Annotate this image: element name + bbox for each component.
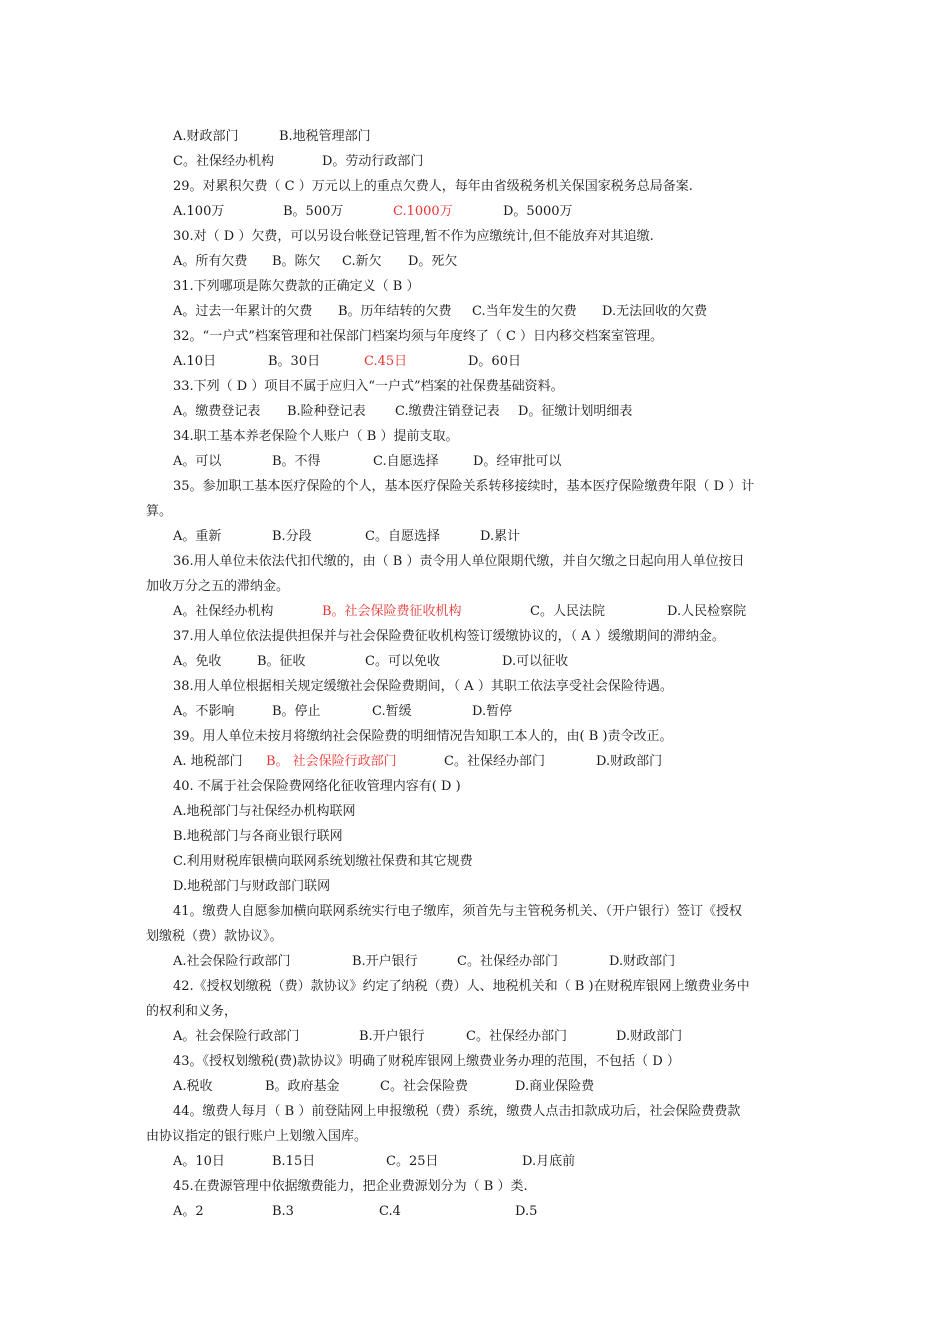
q40-text: 40. 不属于社会保险费网络化征收管理内容有( D ) (173, 779, 461, 794)
q45-text: 45.在费源管理中依据缴费能力，把企业费源划分为（ B ）类. (173, 1179, 528, 1194)
q34-option-d: D。经审批可以 (473, 454, 562, 469)
q30-option-d: D。死欠 (408, 254, 458, 269)
q32-options (146, 349, 811, 374)
q43-option-a: A.税收 (173, 1079, 213, 1094)
q36-options (146, 599, 811, 624)
q37-option-b: B。征收 (257, 654, 306, 669)
q31-option-b: B。历年结转的欠费 (338, 304, 452, 319)
q41-option-a: A.社会保险行政部门 (173, 954, 291, 969)
q38-text: 38.用人单位根据相关规定缓缴社会保险费期间，（ A ）其职工依法享受社会保险待遇。 (173, 679, 673, 694)
q36-option-a: A。社保经办机构 (173, 604, 274, 619)
q44-text-line2: 由协议指定的银行账户上划缴入国库。 (146, 1129, 368, 1144)
q39-option-d: D.财政部门 (596, 754, 663, 769)
q35-option-b: B.分段 (272, 529, 312, 544)
q40-option-b: B.地税部门与各商业银行联网 (173, 829, 343, 844)
q45-option-a: A。2 (173, 1204, 204, 1219)
q40-option-d: D.地税部门与财政部门联网 (173, 879, 331, 894)
q31-option-d: D.无法回收的欠费 (602, 304, 708, 319)
q43-option-b: B。政府基金 (265, 1079, 340, 1094)
q43-options (146, 1074, 811, 1099)
q30-text: 30.对（ D ）欠费，可以另设台帐登记管理,暂不作为应缴统计,但不能放弃对其追缴. (173, 229, 654, 244)
q42-text-line1: 42.《授权划缴税（费）款协议》约定了纳税（费）人、地税机关和（ B )在财税库银网上缴费业务中 (173, 979, 750, 994)
q32-option-c: C.45日 (364, 354, 408, 369)
q44-option-a: A。10日 (173, 1154, 225, 1169)
q36-text-line1: 36.用人单位未依法代扣代缴的，由（ B ）责令用人单位限期代缴，并自欠缴之日起向用人单位按日 (173, 554, 745, 569)
q42-options (146, 1024, 811, 1049)
q41-option-c: C。社保经办部门 (457, 954, 558, 969)
q34-option-c: C.自愿选择 (373, 454, 439, 469)
q38-options (146, 699, 811, 724)
q29-option-a: A.100万 (173, 204, 225, 219)
q41-option-d: D.财政部门 (609, 954, 676, 969)
q34-option-a: A。可以 (173, 454, 222, 469)
q37-options (146, 649, 811, 674)
q38-option-c: C.暂缓 (372, 704, 412, 719)
q41-option-b: B.开户银行 (352, 954, 418, 969)
q38-option-a: A。不影响 (173, 704, 235, 719)
question-list (146, 124, 811, 1224)
q42-option-c: C。社保经办部门 (466, 1029, 567, 1044)
q36-option-d: D.人民检察院 (667, 604, 747, 619)
q30-option-c: C.新欠 (342, 254, 382, 269)
q36-option-c: C。人民法院 (530, 604, 605, 619)
q29-text: 29。对累积欠费（ C ）万元以上的重点欠费人，每年由省级税务机关保国家税务总局备案. (173, 179, 693, 194)
q28-option-c: C。社保经办机构 (173, 154, 274, 169)
q35-text-line2: 算。 (146, 504, 173, 519)
q41-text-line1: 41。缴费人自愿参加横向联网系统实行电子缴库，须首先与主管税务机关、（开户银行）签订《授权 (173, 904, 743, 919)
q33-option-c: C.缴费注销登记表 (395, 404, 500, 419)
q30-options (146, 249, 811, 274)
q31-text: 31.下列哪项是陈欠费款的正确定义（ B ） (173, 279, 420, 294)
q30-option-b: B。陈欠 (272, 254, 321, 269)
q36-text-line2: 加收万分之五的滞纳金。 (146, 579, 290, 594)
q39-option-a: A. 地税部门 (173, 754, 243, 769)
q34-text: 34.职工基本养老保险个人账户（ B ）提前支取。 (173, 429, 459, 444)
q33-option-a: A。缴费登记表 (173, 404, 261, 419)
q34-options (146, 449, 811, 474)
q33-text: 33.下列（ D ）项目不属于应归入“一户式”档案的社保费基础资料。 (173, 379, 564, 394)
q35-option-c: C。自愿选择 (365, 529, 440, 544)
q41-text-line2: 划缴税（费）款协议》。 (146, 929, 283, 944)
q33-option-d: D。征缴计划明细表 (518, 404, 633, 419)
q29-option-d: D。5000万 (503, 204, 573, 219)
q38-option-b: B。停止 (272, 704, 321, 719)
q29-option-c: C.1000万 (393, 204, 453, 219)
q42-option-b: B.开户银行 (359, 1029, 425, 1044)
q39-option-b: B。 社会保险行政部门 (266, 754, 397, 769)
q35-options (146, 524, 811, 549)
q44-option-b: B.15日 (272, 1154, 316, 1169)
q43-option-c: C。社会保险费 (380, 1079, 468, 1094)
q28-options-2 (146, 149, 811, 174)
q36-option-b: B。社会保险费征收机构 (322, 604, 462, 619)
q35-text-line1: 35。参加职工基本医疗保险的个人，基本医疗保险关系转移接续时，基本医疗保险缴费年限（ D ）计 (173, 479, 755, 494)
q33-option-b: B.险种登记表 (287, 404, 366, 419)
q35-option-d: D.累计 (480, 529, 521, 544)
q44-options (146, 1149, 811, 1174)
q44-text-line1: 44。缴费人每月（ B ）前登陆网上申报缴税（费）系统，缴费人点击扣款成功后，社会保险费费款 (173, 1104, 741, 1119)
q38-option-d: D.暂停 (472, 704, 513, 719)
q42-option-a: A。社会保险行政部门 (173, 1029, 300, 1044)
q32-text: 32。“一户式”档案管理和社保部门档案均须与年度终了（ C ）日内移交档案室管理。 (173, 329, 664, 344)
q45-option-d: D.5 (515, 1204, 538, 1219)
q32-option-a: A.10日 (173, 354, 217, 369)
q45-options (146, 1199, 811, 1224)
q31-option-c: C.当年发生的欠费 (472, 304, 577, 319)
q28-option-a: A.财政部门 (173, 129, 239, 144)
q39-text: 39。用人单位未按月将缴纳社会保险费的明细情况告知职工本人的，由( B )责令改正。 (173, 729, 673, 744)
q28-option-d: D。劳动行政部门 (322, 154, 424, 169)
q45-option-c: C.4 (379, 1204, 401, 1219)
q32-option-b: B。30日 (268, 354, 321, 369)
q39-options (146, 749, 811, 774)
q40-option-c: C.利用财税库银横向联网系统划缴社保费和其它规费 (173, 854, 473, 869)
q44-option-c: C。25日 (386, 1154, 439, 1169)
q33-options (146, 399, 811, 424)
q31-option-a: A。过去一年累计的欠费 (173, 304, 313, 319)
q32-option-d: D。60日 (468, 354, 521, 369)
q37-option-a: A。免收 (173, 654, 222, 669)
q35-option-a: A。重新 (173, 529, 222, 544)
q37-option-d: D.可以征收 (502, 654, 569, 669)
q28-option-b: B.地税管理部门 (279, 129, 371, 144)
q29-option-b: B。500万 (283, 204, 344, 219)
q40-option-a: A.地税部门与社保经办机构联网 (173, 804, 356, 819)
q37-text: 37.用人单位依法提供担保并与社会保险费征收机构签订缓缴协议的，（ A ）缓缴期间的滞纳金。 (173, 629, 725, 644)
q29-options (146, 199, 811, 224)
q43-text: 43。《授权划缴税(费)款协议》明确了财税库银网上缴费业务办理的范围，不包括（ D ） (173, 1054, 680, 1069)
q43-option-d: D.商业保险费 (515, 1079, 595, 1094)
q34-option-b: B。不得 (272, 454, 321, 469)
q30-option-a: A。所有欠费 (173, 254, 248, 269)
q37-option-c: C。可以免收 (365, 654, 440, 669)
q39-option-c: C。社保经办部门 (444, 754, 545, 769)
q31-options (146, 299, 811, 324)
q42-text-line2: 的权利和义务， (146, 1004, 238, 1019)
q44-option-d: D.月底前 (522, 1154, 576, 1169)
q42-option-d: D.财政部门 (616, 1029, 683, 1044)
q45-option-b: B.3 (272, 1204, 294, 1219)
q28-options (146, 124, 811, 149)
q41-options (146, 949, 811, 974)
